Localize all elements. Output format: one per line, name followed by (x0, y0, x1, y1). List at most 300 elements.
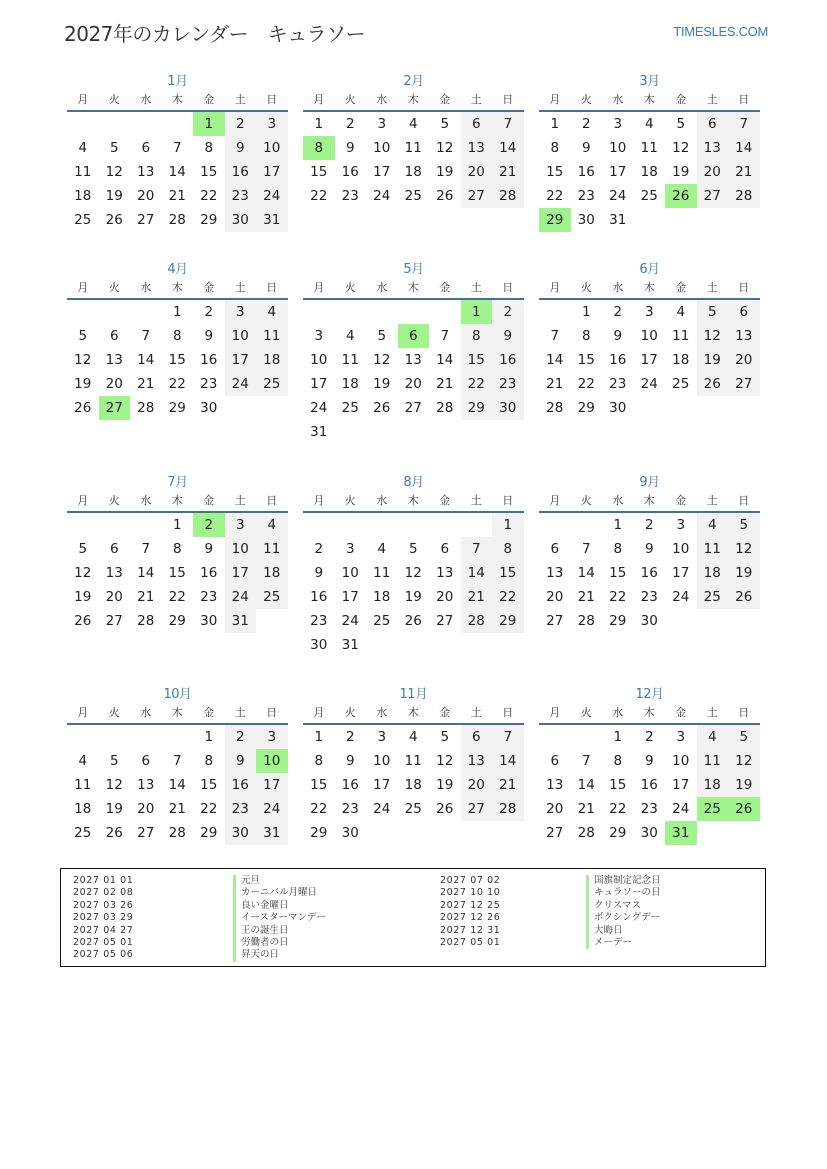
day: 12 (105, 164, 123, 180)
holiday-name: カーニバル月曜日 (233, 887, 326, 899)
weekday-label: 日 (738, 494, 750, 507)
weekday-label: 日 (266, 281, 278, 294)
month-3 (539, 74, 760, 232)
day-grid (67, 513, 288, 633)
day: 16 (640, 565, 658, 581)
day: 27 (546, 825, 564, 841)
empty-cell (99, 112, 131, 136)
holiday-date: 2027 12 26 (440, 912, 501, 924)
day: 2 (613, 304, 623, 320)
empty-cell (130, 300, 162, 324)
day: 14 (461, 561, 493, 585)
weekday-label: 土 (234, 93, 246, 106)
day: 4 (345, 328, 355, 344)
day: 28 (168, 212, 186, 228)
empty-cell (366, 513, 398, 537)
day: 14 (168, 777, 186, 793)
day: 11 (404, 753, 422, 769)
holiday-day: 8 (303, 136, 335, 160)
day: 20 (436, 589, 454, 605)
day: 10 (225, 324, 257, 348)
day: 11 (256, 537, 288, 561)
day: 6 (109, 541, 119, 557)
day: 18 (74, 801, 92, 817)
day: 13 (137, 777, 155, 793)
day: 21 (546, 376, 564, 392)
weekday-label: 金 (203, 706, 215, 719)
day: 27 (461, 184, 493, 208)
weekday-label: 土 (470, 93, 482, 106)
weekday-label: 金 (439, 494, 451, 507)
weekday-label: 火 (108, 93, 120, 106)
day: 22 (461, 372, 493, 396)
day: 14 (168, 164, 186, 180)
weekday-label: 木 (171, 281, 183, 294)
day: 17 (225, 348, 257, 372)
empty-cell (67, 112, 99, 136)
day: 6 (440, 541, 450, 557)
day: 4 (697, 513, 729, 537)
day: 14 (546, 352, 564, 368)
day: 16 (492, 348, 524, 372)
weekday-label: 木 (407, 281, 419, 294)
month-title: 7月 (167, 475, 188, 490)
day: 17 (609, 164, 627, 180)
day: 18 (74, 188, 92, 204)
day: 30 (492, 396, 524, 420)
day: 24 (672, 589, 690, 605)
day: 17 (672, 565, 690, 581)
weekday-label: 火 (344, 494, 356, 507)
day: 8 (204, 753, 214, 769)
weekday-label: 水 (612, 281, 624, 294)
day: 30 (609, 400, 627, 416)
day: 14 (577, 777, 595, 793)
day: 7 (461, 537, 493, 561)
holiday-day: 10 (256, 749, 288, 773)
weekday-label: 火 (580, 706, 592, 719)
weekday-label: 火 (108, 281, 120, 294)
day: 20 (137, 801, 155, 817)
weekday-label: 月 (313, 706, 325, 719)
day: 11 (640, 140, 658, 156)
day: 21 (577, 801, 595, 817)
holiday-name: 昇天の日 (233, 949, 326, 961)
day: 30 (640, 613, 658, 629)
day: 26 (436, 801, 454, 817)
day: 12 (697, 324, 729, 348)
day: 17 (373, 777, 391, 793)
holiday-name: 元旦 (233, 875, 326, 887)
weekday-label: 金 (675, 93, 687, 106)
month-title: 10月 (163, 687, 192, 702)
day: 25 (404, 188, 422, 204)
day: 25 (74, 212, 92, 228)
day: 15 (200, 777, 218, 793)
weekday-label: 日 (738, 706, 750, 719)
day: 12 (373, 352, 391, 368)
day: 1 (613, 517, 623, 533)
day-grid (539, 725, 760, 845)
day: 3 (225, 300, 257, 324)
day: 22 (492, 585, 524, 609)
holiday-list (60, 868, 766, 967)
day: 14 (436, 352, 454, 368)
weekday-label: 土 (234, 494, 246, 507)
day: 25 (256, 585, 288, 609)
day: 13 (461, 749, 493, 773)
day: 21 (492, 773, 524, 797)
day: 23 (640, 589, 658, 605)
holiday-name: 良い金曜日 (233, 900, 326, 912)
day: 13 (105, 565, 123, 581)
day: 28 (546, 400, 564, 416)
holiday-name: ボクシングデー (586, 912, 661, 924)
month-7 (67, 475, 288, 633)
day: 19 (74, 589, 92, 605)
day-grid (539, 112, 760, 232)
day: 1 (314, 729, 324, 745)
weekday-label: 火 (108, 706, 120, 719)
day: 3 (314, 328, 324, 344)
day: 5 (78, 328, 88, 344)
day: 10 (341, 565, 359, 581)
month-2 (303, 74, 524, 208)
day: 4 (408, 116, 418, 132)
day: 8 (172, 328, 182, 344)
day: 3 (256, 725, 288, 749)
holiday-day: 31 (665, 821, 697, 845)
day: 18 (640, 164, 658, 180)
holiday-name: 労働者の日 (233, 937, 326, 949)
day: 21 (137, 589, 155, 605)
holiday-date: 2027 05 01 (73, 936, 134, 948)
day: 19 (105, 801, 123, 817)
month-title: 6月 (639, 262, 660, 277)
holiday-day: 25 (697, 797, 729, 821)
day: 7 (440, 328, 450, 344)
day: 27 (697, 184, 729, 208)
weekday-label: 金 (203, 93, 215, 106)
month-6 (539, 262, 760, 420)
day: 10 (672, 541, 690, 557)
day: 1 (550, 116, 560, 132)
day: 18 (697, 561, 729, 585)
day: 15 (492, 561, 524, 585)
day: 22 (168, 376, 186, 392)
empty-cell (366, 300, 398, 324)
day: 18 (404, 164, 422, 180)
day: 5 (408, 541, 418, 557)
holiday-date: 2027 03 26 (73, 899, 134, 911)
day: 21 (137, 376, 155, 392)
day: 15 (310, 777, 328, 793)
weekday-label: 日 (502, 494, 514, 507)
weekday-label: 月 (313, 281, 325, 294)
day: 14 (137, 352, 155, 368)
day: 4 (256, 513, 288, 537)
day: 3 (377, 729, 387, 745)
day: 5 (728, 725, 760, 749)
empty-cell (539, 725, 571, 749)
day: 5 (440, 116, 450, 132)
day: 5 (728, 513, 760, 537)
day: 4 (78, 140, 88, 156)
weekday-label: 木 (407, 706, 419, 719)
day: 25 (256, 372, 288, 396)
day: 27 (105, 613, 123, 629)
day: 11 (697, 749, 729, 773)
day: 9 (314, 565, 324, 581)
day: 20 (461, 773, 493, 797)
day-grid (67, 112, 288, 232)
day: 26 (373, 400, 391, 416)
day: 1 (613, 729, 623, 745)
day: 15 (609, 565, 627, 581)
day: 16 (310, 589, 328, 605)
day: 8 (314, 753, 324, 769)
holiday-date: 2027 01 01 (73, 875, 134, 886)
day: 30 (225, 208, 257, 232)
day: 6 (550, 753, 560, 769)
day: 15 (461, 348, 493, 372)
day: 22 (609, 589, 627, 605)
weekday-label: 水 (140, 494, 152, 507)
day: 31 (256, 821, 288, 845)
day: 24 (609, 188, 627, 204)
day: 17 (373, 164, 391, 180)
day: 12 (74, 352, 92, 368)
day: 5 (697, 300, 729, 324)
weekday-header (539, 90, 760, 112)
day: 11 (341, 352, 359, 368)
day: 28 (461, 609, 493, 633)
weekday-header (67, 90, 288, 112)
empty-cell (99, 300, 131, 324)
day: 23 (492, 372, 524, 396)
day: 2 (314, 541, 324, 557)
day: 20 (105, 376, 123, 392)
day: 26 (697, 372, 729, 396)
day: 19 (404, 589, 422, 605)
day: 10 (672, 753, 690, 769)
day: 28 (577, 825, 595, 841)
day: 27 (728, 372, 760, 396)
day: 16 (200, 565, 218, 581)
day: 20 (461, 160, 493, 184)
day: 17 (256, 773, 288, 797)
day: 7 (581, 753, 591, 769)
day: 29 (168, 613, 186, 629)
day: 7 (172, 753, 182, 769)
day: 14 (137, 565, 155, 581)
day-grid (303, 513, 524, 657)
day: 20 (697, 160, 729, 184)
holiday-date: 2027 12 31 (440, 924, 501, 936)
day: 28 (137, 400, 155, 416)
holiday-date: 2027 03 29 (73, 912, 134, 924)
weekday-label: 金 (439, 281, 451, 294)
weekday-label: 土 (706, 494, 718, 507)
day: 3 (345, 541, 355, 557)
day: 14 (728, 136, 760, 160)
day: 12 (728, 749, 760, 773)
day: 11 (672, 328, 690, 344)
day: 11 (404, 140, 422, 156)
day: 21 (577, 589, 595, 605)
day: 10 (640, 328, 658, 344)
day: 3 (225, 513, 257, 537)
weekday-label: 火 (344, 706, 356, 719)
day: 30 (341, 825, 359, 841)
day: 4 (256, 300, 288, 324)
weekday-label: 火 (108, 494, 120, 507)
day: 12 (436, 753, 454, 769)
weekday-header (67, 491, 288, 513)
empty-cell (571, 513, 603, 537)
day: 29 (577, 400, 595, 416)
weekday-label: 火 (580, 281, 592, 294)
day: 19 (728, 773, 760, 797)
day: 15 (200, 164, 218, 180)
weekday-label: 日 (738, 281, 750, 294)
day: 23 (225, 797, 257, 821)
day: 29 (492, 609, 524, 633)
day: 2 (345, 729, 355, 745)
day: 2 (581, 116, 591, 132)
day: 25 (341, 400, 359, 416)
day: 7 (492, 725, 524, 749)
day: 6 (728, 300, 760, 324)
day: 13 (546, 777, 564, 793)
day: 10 (256, 136, 288, 160)
weekday-label: 金 (203, 494, 215, 507)
day: 15 (168, 565, 186, 581)
page-title: 2027年のカレンダー キュラソー (64, 22, 366, 46)
month-11 (303, 687, 524, 845)
day: 23 (341, 188, 359, 204)
day: 27 (461, 797, 493, 821)
day: 10 (373, 753, 391, 769)
weekday-label: 金 (439, 706, 451, 719)
day: 13 (461, 136, 493, 160)
day: 27 (546, 613, 564, 629)
day: 22 (310, 801, 328, 817)
day: 22 (310, 188, 328, 204)
day: 13 (404, 352, 422, 368)
weekday-label: 火 (344, 93, 356, 106)
day: 18 (672, 352, 690, 368)
day: 2 (204, 304, 214, 320)
weekday-label: 水 (140, 706, 152, 719)
day: 3 (676, 729, 686, 745)
weekday-label: 月 (549, 494, 561, 507)
day: 22 (200, 801, 218, 817)
day: 21 (436, 376, 454, 392)
day: 24 (373, 801, 391, 817)
holiday-day: 26 (665, 184, 697, 208)
day: 26 (404, 613, 422, 629)
month-5 (303, 262, 524, 444)
day: 16 (577, 164, 595, 180)
day: 17 (341, 589, 359, 605)
day: 8 (492, 537, 524, 561)
day: 20 (546, 589, 564, 605)
weekday-label: 土 (470, 494, 482, 507)
day: 24 (373, 188, 391, 204)
month-title: 12月 (635, 687, 664, 702)
day: 2 (225, 725, 257, 749)
weekday-label: 月 (549, 281, 561, 294)
day-grid (539, 300, 760, 420)
holiday-day: 1 (461, 300, 493, 324)
day: 8 (204, 140, 214, 156)
weekday-label: 土 (234, 706, 246, 719)
month-4 (67, 262, 288, 420)
day: 8 (613, 753, 623, 769)
day: 18 (256, 561, 288, 585)
day: 31 (310, 424, 328, 440)
month-10 (67, 687, 288, 845)
empty-cell (162, 725, 194, 749)
weekday-label: 土 (234, 281, 246, 294)
day-grid (303, 725, 524, 845)
day: 25 (373, 613, 391, 629)
holiday-day: 2 (193, 513, 225, 537)
day: 4 (408, 729, 418, 745)
day: 12 (672, 140, 690, 156)
empty-cell (67, 513, 99, 537)
day: 23 (225, 184, 257, 208)
day: 30 (640, 825, 658, 841)
day: 25 (640, 188, 658, 204)
day: 18 (256, 348, 288, 372)
day: 21 (168, 801, 186, 817)
weekday-header (539, 703, 760, 725)
day: 19 (74, 376, 92, 392)
empty-cell (130, 725, 162, 749)
day: 2 (644, 517, 654, 533)
empty-cell (67, 300, 99, 324)
day: 7 (581, 541, 591, 557)
empty-cell (99, 725, 131, 749)
empty-cell (539, 300, 571, 324)
site-logo[interactable]: TIMESLES.COM (673, 24, 768, 39)
day: 26 (74, 613, 92, 629)
weekday-label: 月 (77, 93, 89, 106)
month-title: 2月 (403, 74, 424, 89)
day: 19 (436, 164, 454, 180)
weekday-label: 木 (643, 281, 655, 294)
day: 12 (74, 565, 92, 581)
weekday-label: 木 (643, 93, 655, 106)
day: 13 (137, 164, 155, 180)
weekday-label: 土 (470, 281, 482, 294)
day: 25 (74, 825, 92, 841)
weekday-label: 水 (376, 281, 388, 294)
weekday-label: 日 (502, 281, 514, 294)
day: 29 (609, 825, 627, 841)
day: 9 (644, 541, 654, 557)
day: 9 (204, 328, 214, 344)
empty-cell (398, 300, 430, 324)
day: 28 (492, 797, 524, 821)
holiday-list-left-names (233, 875, 326, 962)
weekday-label: 月 (313, 494, 325, 507)
day: 9 (204, 541, 214, 557)
holiday-list-right-names (586, 875, 661, 949)
day: 7 (141, 328, 151, 344)
